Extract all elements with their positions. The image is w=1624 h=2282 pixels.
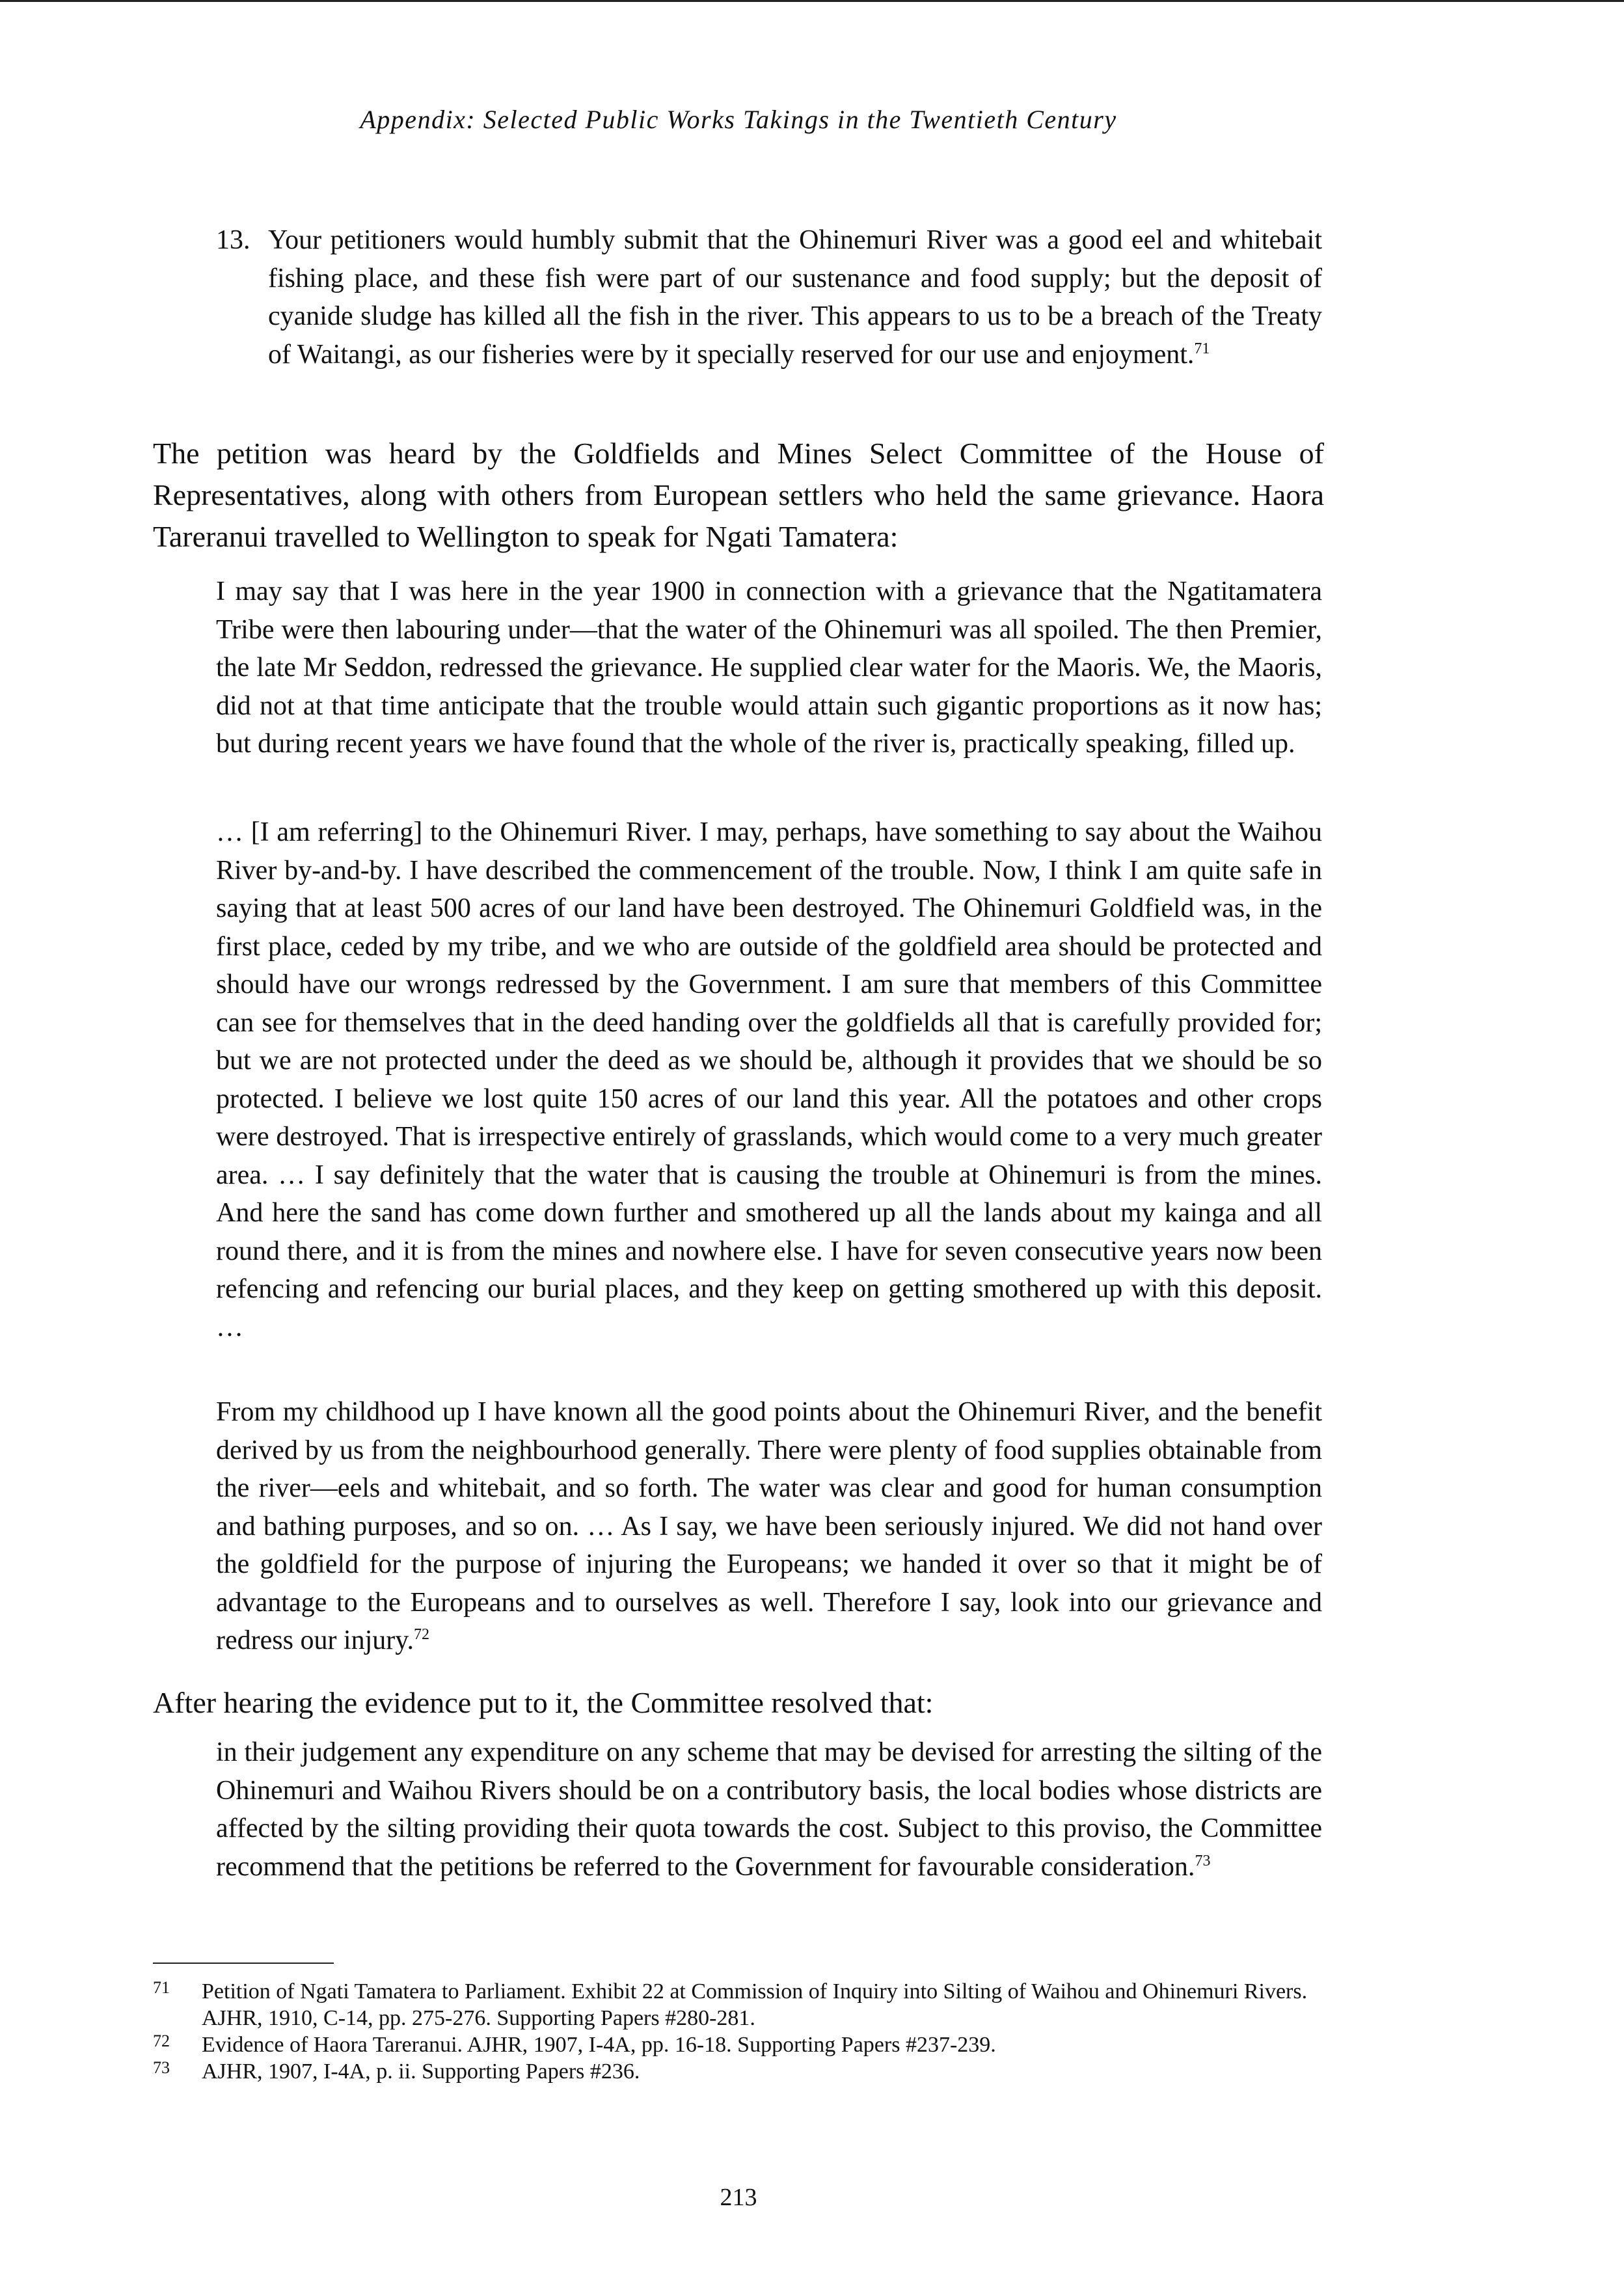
footnote-ref-71: 71	[1194, 340, 1210, 357]
body-paragraph-committee: After hearing the evidence put to it, the Committee resolved that:	[153, 1686, 934, 1719]
block-quote-resolution: in their judgement any expenditure on any scheme that may be devised for arresting the silting of the Ohinemuri and Waihou Rivers should be on a contributory basis, the local bodies whose districts are affected by the silting providing their quota towards the cost. Subject to this proviso, the Committee recommend that the petitions be referred to the Government for favourable consideration.$^{73}$	[216, 1737, 1322, 1882]
footnote-separator	[153, 1963, 334, 1964]
footnote-text: Evidence of Haora Tareranui. AJHR, 1907, I-4A, pp. 16-18. Supporting Papers #237-239.	[202, 2033, 996, 2057]
page-number: 213	[720, 2184, 757, 2211]
running-header: Appendix: Selected Public Works Takings in the Twentieth Century	[360, 105, 1117, 134]
footnote-text: AJHR, 1907, I-4A, p. ii. Supporting Papers #236.	[202, 2059, 640, 2084]
footnotes	[153, 1978, 1324, 2085]
footnote-71	[153, 1978, 1324, 2031]
footnote-ref-73: 73	[1195, 1852, 1211, 1869]
body-paragraph-petition: The petition was heard by the Goldfields and Mines Select Committee of the House of Representatives, along with others from European settlers who held the same grievance. Haora Tareranui travelled to Wellington to speak for Ngati Tamatera:	[153, 437, 1324, 553]
footnote-number: 71	[153, 1978, 170, 1997]
footnote-number: 72	[153, 2031, 170, 2050]
block-quote-ohinemuri: … [I am referring] to the Ohinemuri River. I may, perhaps, have something to say about the Waihou River by-and-by. I have described the commencement of the trouble. Now, I think I am quite safe in saying that at least 500 acres of our land have been destroyed. The Ohinemuri Goldfield was, in the first place, ceded by my tribe, and we who are outside of the goldfield area should be protected and should have our wrongs redressed by the Government. I am sure that members of this Committee can see for themselves that in the deed handing over the goldfields all that is carefully provided for; but we are not protected under the deed as we should be, although it provides that we should be so protected. I believe we lost quite 150 acres of our land this year. All the potatoes and other crops were destroyed. That is irrespective entirely of grasslands, which would come to a very much greater area. … I say definitely that the water that is causing the trouble at Ohinemuri is from the mines. And here the sand has come down further and smothered up all the lands about my kainga and all round there, and it is from the mines and nowhere else. I have for seven consecutive years now been refencing and refencing our burial places, and they keep on getting smothered up with this deposit. …	[216, 817, 1322, 1342]
footnote-72	[153, 2031, 1324, 2058]
top-border-rule	[0, 0, 1624, 2]
footnote-73	[153, 2058, 1324, 2085]
petition-item-13	[216, 221, 1322, 374]
block-quote-1900: I may say that I was here in the year 1900 in connection with a grievance that the Ngatitamatera Tribe were then labouring under—that the water of the Ohinemuri was all spoiled. The then Premier, the late Mr Seddon, redressed the grievance. He supplied clear water for the Maoris. We, the Maoris, did not at that time anticipate that the trouble would attain such gigantic proportions as it now has; but during recent years we have found that the whole of the river is, practically speaking, filled up.	[216, 577, 1322, 759]
item-number: 13.	[216, 225, 250, 255]
item-text: Your petitioners would humbly submit that the Ohinemuri River was a good eel and whitebait fishing place, and these fish were part of our sustenance and food supply; but the deposit of cyanide sludge has killed all the fish in the river. This appears to us to be a breach of the Treaty of Waitangi, as our fisheries were by it specially reserved for our use and enjoyment.$^{71}$	[268, 225, 1322, 370]
footnote-ref-72: 72	[414, 1626, 430, 1643]
block-quote-childhood: From my childhood up I have known all the good points about the Ohinemuri River, and the benefit derived by us from the neighbourhood generally. There were plenty of food supplies obtainable from the river—eels and whitebait, and so forth. The water was clear and good for human consumption and bathing purposes, and so on. … As I say, we have been seriously injured. We did not hand over the goldfield for the purpose of injuring the Europeans; we handed it over so that it might be of advantage to the Europeans and to ourselves as well. Therefore I say, look into our grievance and redress our injury.$^{72}$	[216, 1397, 1322, 1655]
footnote-text: Petition of Ngati Tamatera to Parliament. Exhibit 22 at Commission of Inquiry into Silting of Waihou and Ohinemuri Rivers. AJHR, 1910, C-14, pp. 275-276. Supporting Papers #280-281.	[202, 1979, 1308, 2030]
footnote-number: 73	[153, 2058, 170, 2077]
